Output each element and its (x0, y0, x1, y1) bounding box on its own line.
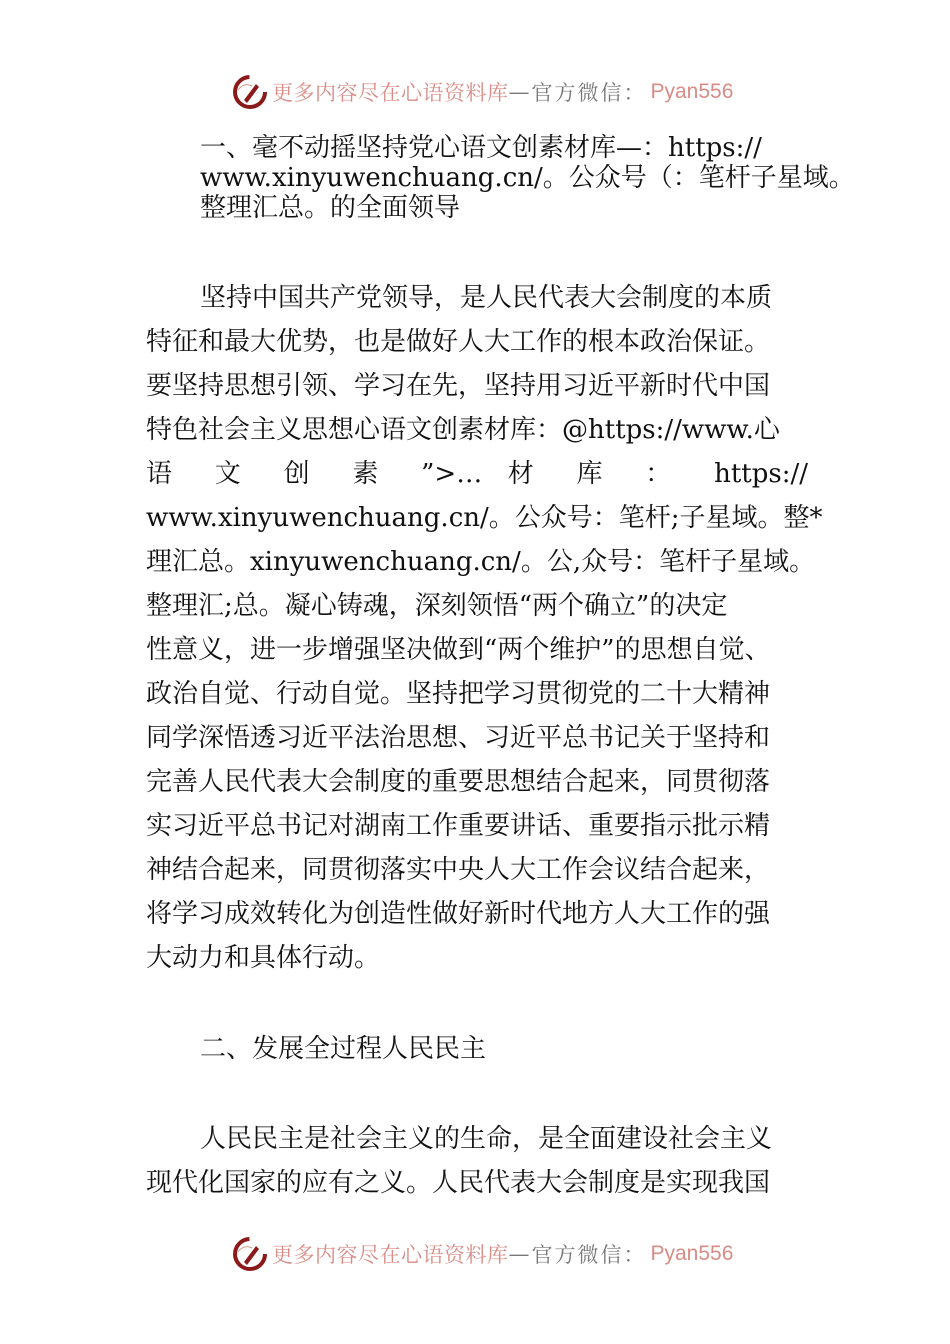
pen-logo-icon (232, 74, 268, 110)
paragraph-line: 神结合起来，同贯彻落实中央人大工作会议结合起来， (146, 855, 771, 885)
header-watermark (232, 72, 733, 112)
watermark-dash: — (508, 1242, 532, 1266)
heading-line: 整理汇总。的全面领导 (200, 193, 461, 223)
watermark-wechat-id: Pyan556 (650, 1242, 734, 1265)
footer-watermark (232, 1234, 733, 1274)
paragraph-line: 同学深悟透习近平法治思想、习近平总书记关于坚持和 (146, 723, 771, 753)
paragraph-line: 理汇总。xinyuwenchuang.cn/。公,众号：笔杆子星域。 (146, 547, 816, 577)
watermark-dash: — (508, 80, 532, 104)
paragraph-line: 现代化国家的应有之义。人民代表大会制度是实现我国 (146, 1168, 771, 1198)
watermark-wechat-label: 官方微信： (531, 81, 647, 105)
section-heading-2: 二、发展全过程人民民主 (200, 1034, 487, 1064)
paragraph-line: 要坚持思想引领、学习在先，坚持用习近平新时代中国 (146, 371, 771, 401)
heading-line: www.xinyuwenchuang.cn/。公众号（：笔杆子星域。 (200, 163, 855, 193)
paragraph-line: 特征和最大优势，也是做好人大工作的根本政治保证。 (146, 327, 771, 357)
paragraph-line: 坚持中国共产党领导，是人民代表大会制度的本质 (200, 283, 773, 313)
paragraph-line: 实习近平总书记对湖南工作重要讲话、重要指示批示精 (146, 811, 771, 841)
paragraph-line: 特色社会主义思想心语文创素材库：@https://www.心 (146, 415, 780, 445)
paragraph-line: 整理汇;总。凝心铸魂，深刻领悟“两个确立”的决定 (146, 591, 728, 621)
paragraph-line: 将学习成效转化为创造性做好新时代地方人大工作的强 (146, 899, 771, 929)
paragraph-line: 人民民主是社会主义的生命，是全面建设社会主义 (200, 1124, 773, 1154)
paragraph-line: 性意义，进一步增强坚决做到“两个维护”的思想自觉、 (146, 635, 771, 665)
watermark-wechat-label: 官方微信： (531, 1243, 647, 1267)
paragraph-line: 语 文 创 素 ”>… 材 库 ： https:// (146, 459, 808, 489)
watermark-wechat-id: Pyan556 (650, 80, 734, 103)
watermark-site-text: 更多内容尽在心语资料库 (272, 81, 509, 105)
paragraph-line: 大动力和具体行动。 (146, 943, 381, 973)
paragraph-line: 政治自觉、行动自觉。坚持把学习贯彻党的二十大精神 (146, 679, 771, 709)
pen-logo-icon (232, 1236, 268, 1272)
watermark-site-text: 更多内容尽在心语资料库 (272, 1243, 509, 1267)
paragraph-line: www.xinyuwenchuang.cn/。公众号：笔杆;子星域。整* (146, 503, 823, 533)
heading-line: 一、毫不动摇坚持党心语文创素材库—：https:// (200, 133, 762, 163)
paragraph-line: 完善人民代表大会制度的重要思想结合起来，同贯彻落 (146, 767, 771, 797)
